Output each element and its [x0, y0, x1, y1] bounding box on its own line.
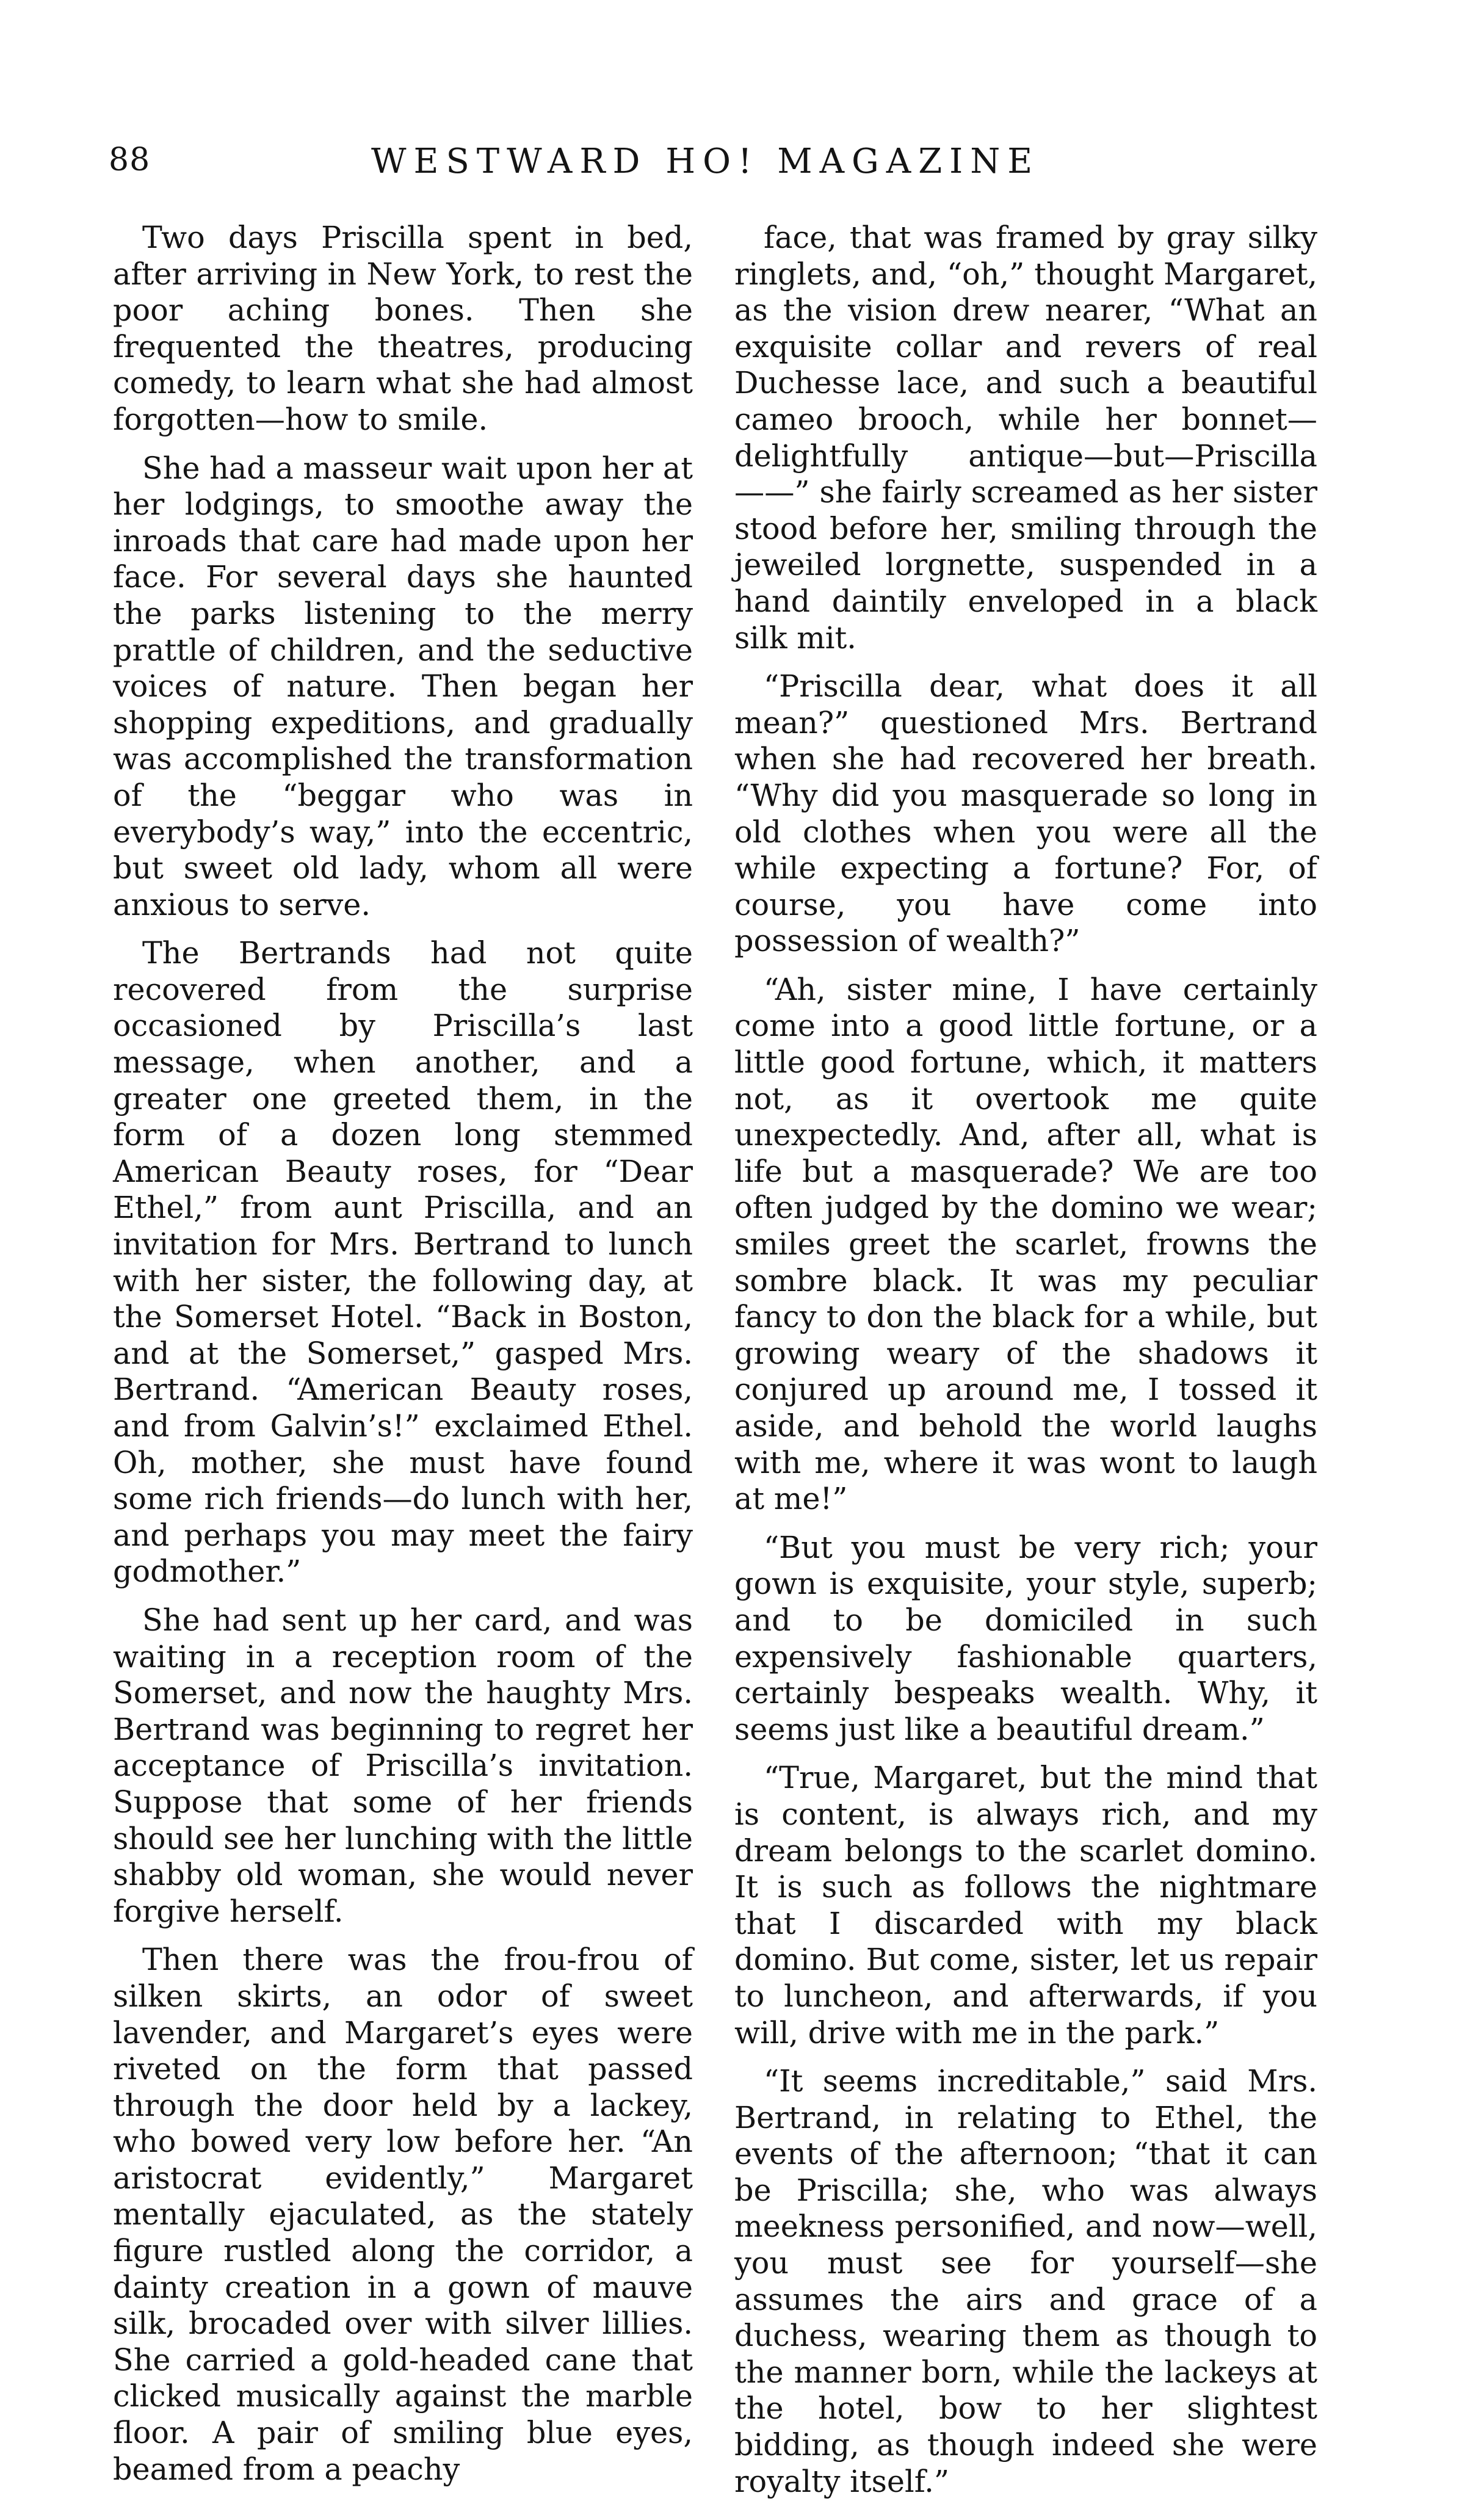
paragraph: Two days Priscilla spent in bed, after arriving in New York, to rest the poor aching bones. Then she frequented the theatres, producing comedy, to learn what she had almost forgotten—how to smile. — [113, 220, 693, 437]
paragraph: The Bertrands had not quite recovered from the surprise occasioned by Priscilla’s last message, when another, and a greater one greeted them, in the form of a dozen long stemmed American Beauty roses, for “Dear Ethel,” from aunt Priscilla, and an invitation for Mrs. Bertrand to lunch with her sister, the following day, at the Somerset Hotel. “Back in Boston, and at the Somerset,” gasped Mrs. Bertrand. “American Beauty roses, and from Galvin’s!” exclaimed Ethel. Oh, mother, she must have found some rich friends—do lunch with her, and perhaps you may meet the fairy godmother.” — [113, 935, 693, 1590]
paragraph: She had sent up her card, and was waiting in a reception room of the Somerset, and now the haughty Mrs. Bertrand was beginning to regret her acceptance of Priscilla’s invitation. Suppose that some of her friends should see her lunching with the little shabby old woman, she would never forgive herself. — [113, 1602, 693, 1929]
paragraph: She had a masseur wait upon her at her lodgings, to smoothe away the inroads that care had made upon her face. For several days she haunted the parks listening to the merry prattle of children, and the seductive voices of nature. Then began her shopping expeditions, and gradually was accomplished the transformation of the “beggar who was in everybody’s way,” into the eccentric, but sweet old lady, whom all were anxious to serve. — [113, 450, 693, 922]
running-title: WESTWARD HO! MAGAZINE — [371, 142, 1040, 181]
paragraph: “But you must be very rich; your gown is exquisite, your style, superb; and to be domiciled in such expensively fashionable quarters, certainly bespeaks wealth. Why, it seems just like a beautiful dream.” — [734, 1529, 1317, 1747]
paragraph: “True, Margaret, but the mind that is content, is always rich, and my dream belongs to the scarlet domino. It is such as follows the nightmare that I discarded with my black domino. But come, sister, let us repair to luncheon, and afterwards, if you will, drive with me in the park.” — [734, 1760, 1317, 2051]
paragraph: “It seems increditable,” said Mrs. Bertrand, in relating to Ethel, the events of the afternoon; “that it can be Priscilla; she, who was always meekness personified, and now—well, you must see for yourself—she assumes the airs and grace of a duchess, wearing them as though to the manner born, while the lackeys at the hotel, bow to her slightest bidding, as though indeed she were royalty itself.” — [734, 2063, 1317, 2499]
paragraph: face, that was framed by gray silky ringlets, and, “oh,” thought Margaret, as the vision drew nearer, “What an exquisite collar and revers of real Duchesse lace, and such a beautiful cameo brooch, while her bonnet—delightfully antique—but—Priscilla——” she fairly screamed as her sister stood before her, smiling through the jeweiled lorgnette, suspended in a hand daintily enveloped in a black silk mit. — [734, 220, 1317, 656]
left-column — [113, 220, 693, 2500]
right-column — [734, 220, 1317, 2512]
paragraph: “Priscilla dear, what does it all mean?” questioned Mrs. Bertrand when she had recovered her breath. “Why did you masquerade so long in old clothes when you were all the while expecting a fortune? For, of course, you have come into possession of wealth?” — [734, 668, 1317, 959]
page-header — [109, 142, 1085, 197]
paragraph: Then there was the frou-frou of silken skirts, an odor of sweet lavender, and Margaret’s eyes were riveted on the form that passed through the door held by a lackey, who bowed very low before her. “An aristocrat evidently,” Margaret mentally ejaculated, as the stately figure rustled along the corridor, a dainty creation in a gown of mauve silk, brocaded over with silver lillies. She carried a gold-headed cane that clicked musically against the marble floor. A pair of smiling blue eyes, beamed from a peachy — [113, 1942, 693, 2487]
paragraph: “Ah, sister mine, I have certainly come into a good little fortune, or a little good fortune, which, it matters not, as it overtook me quite unexpectedly. And, after all, what is life but a masquerade? We are too often judged by the domino we wear; smiles greet the scarlet, frowns the sombre black. It was my peculiar fancy to don the black for a while, but growing weary of the shadows it conjured up around me, I tossed it aside, and behold the world laughs with me, where it was wont to laugh at me!” — [734, 971, 1317, 1517]
page-number: 88 — [109, 142, 151, 178]
